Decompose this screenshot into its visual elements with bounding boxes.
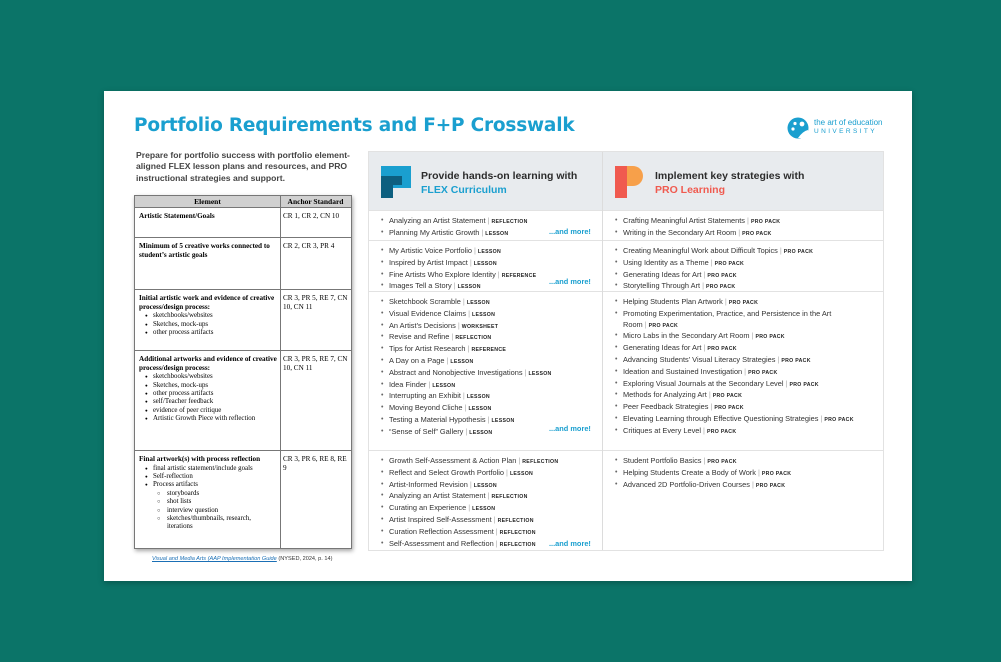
list-item[interactable]: • Revise and Refine | REFLECTION [381,332,596,344]
table-column-divider [280,196,281,549]
logo-line-1: the art of education [814,118,883,127]
crosswalk-grid [368,151,884,551]
flex-header-line-2: FLEX Curriculum [421,184,507,196]
list-item[interactable]: • Methods for Analyzing Art | PRO PACK [615,390,881,402]
standards-table [134,195,352,549]
list-item[interactable]: • Moving Beyond Cliche | LESSON [381,403,596,415]
row-element: Minimum of 5 creative works connected to student’s artistic goals [139,242,270,259]
sub-bullet-list [139,490,277,532]
row-standard: CR 3, PR 6, RE 8, RE 9 [283,455,347,472]
list-item[interactable]: • Sketchbook Scramble | LESSON [381,297,596,309]
list-item[interactable]: • Advancing Students’ Visual Literacy Strategies | PRO PACK [615,355,881,367]
list-item[interactable]: • Using Identity as a Theme | PRO PACK [615,258,881,270]
list-item: ● Self-reflection [139,473,277,481]
flex-more-link[interactable]: ...and more! [549,277,591,286]
list-item[interactable]: • “Sense of Self” Gallery | LESSON [381,427,596,439]
list-item[interactable]: • Analyzing an Artist Statement | REFLECTION [381,491,596,503]
crosswalk-row-creative-works [369,240,883,291]
flex-more-link[interactable]: ...and more! [549,539,591,548]
list-item[interactable]: • Artist-Informed Revision | LESSON [381,480,596,492]
aoeu-logo[interactable] [787,116,897,140]
list-item[interactable]: • My Artistic Voice Portfolio | LESSON [381,246,596,258]
list-item[interactable]: • Curation Reflection Assessment | REFLECTION [381,527,596,539]
list-item: ● other process artifacts [139,390,277,398]
list-item[interactable]: • Abstract and Nonobjective Investigations | LESSON [381,368,596,380]
list-item[interactable]: • Curating an Experience | LESSON [381,503,596,515]
list-item: ● sketchbooks/websites [139,373,277,381]
flex-resource-list [381,246,596,293]
row-element: Initial artistic work and evidence of creative process/design process: [139,294,275,311]
list-item[interactable]: • A Day on a Page | LESSON [381,356,596,368]
header-element: Element [194,197,221,206]
pro-header-line-2: PRO Learning [655,184,726,196]
list-item[interactable]: • Generating Ideas for Art | PRO PACK [615,270,881,282]
list-item[interactable]: • Idea Finder | LESSON [381,380,596,392]
column-divider [602,152,603,551]
list-item[interactable]: • An Artist’s Decisions | WORKSHEET [381,321,596,333]
list-item[interactable]: • Testing a Material Hypothesis | LESSON [381,415,596,427]
list-item: ● other process artifacts [139,329,277,337]
intro-text: Prepare for portfolio success with portfolio element-aligned FLEX lesson plans and resources, and PRO instructional strategies and support. [136,150,350,183]
pro-logo-icon [615,166,645,198]
list-item[interactable]: • Inspired by Artist Impact | LESSON [381,258,596,270]
table-row [135,451,351,549]
pro-resource-list [615,216,881,240]
list-item: ● Process artifacts [139,481,277,489]
list-item: ● Sketches, mock-ups [139,321,277,329]
caption-citation: (NYSED, 2024, p. 14) [276,556,333,562]
list-item[interactable]: • Helping Students Create a Body of Work | PRO PACK [615,468,881,480]
pro-resource-list [615,456,881,491]
header-anchor-standard: Anchor Standard [287,197,344,206]
list-item[interactable]: • Tips for Artist Research | REFERENCE [381,344,596,356]
row-standard: CR 3, PR 5, RE 7, CN 10, CN 11 [283,294,348,311]
row-standard: CR 1, CR 2, CN 10 [283,212,340,220]
list-item[interactable]: • Fine Artists Who Explore Identity | REFERENCE [381,270,596,282]
flex-more-link[interactable]: ...and more! [549,424,591,433]
crosswalk-row-artistic-statement [369,210,883,240]
list-item[interactable]: • Interrupting an Exhibit | LESSON [381,391,596,403]
row-element: Artistic Statement/Goals [139,212,215,220]
list-item[interactable]: • Helping Students Plan Artwork | PRO PACK [615,297,881,309]
list-item[interactable]: • Micro Labs in the Secondary Art Room | PRO PACK [615,331,881,343]
list-item[interactable]: • Reflect and Select Growth Portfolio | LESSON [381,468,596,480]
flex-header-line-1: Provide hands-on learning with [421,170,578,182]
pro-resource-list [615,297,881,438]
list-item: ● final artistic statement/include goals [139,465,277,473]
table-header [135,196,351,208]
list-item[interactable]: • Promoting Experimentation, Practice, and Persistence in the Art Room | PRO PACK [615,309,865,332]
table-row [135,238,351,290]
list-item[interactable]: • Writing in the Secondary Art Room | PRO PACK [615,228,881,240]
list-item[interactable]: • Visual Evidence Claims | LESSON [381,309,596,321]
list-item[interactable]: • Images Tell a Story | LESSON [381,281,596,293]
flex-logo-icon [381,166,411,198]
list-item[interactable]: • Growth Self-Assessment & Action Plan | REFLECTION [381,456,596,468]
list-item[interactable]: • Exploring Visual Journals at the Secondary Level | PRO PACK [615,379,881,391]
list-item: ● Sketches, mock-ups [139,382,277,390]
row-standard: CR 2, CR 3, PR 4 [283,242,335,250]
row-element: Additional artworks and evidence of creative process/design process: [139,355,277,372]
pro-header-line-1: Implement key strategies with [655,170,805,182]
list-item[interactable]: • Critiques at Every Level | PRO PACK [615,426,881,438]
list-item: ○ sketches/thumbnails, research, iterations [139,515,277,532]
list-item[interactable]: • Advanced 2D Portfolio-Driven Courses | PRO PACK [615,480,881,492]
list-item: ● evidence of peer critique [139,407,277,415]
list-item[interactable]: • Crafting Meaningful Artist Statements | PRO PACK [615,216,881,228]
list-item: ● sketchbooks/websites [139,312,277,320]
row-standard: CR 3, PR 5, RE 7, CN 10, CN 11 [283,355,348,372]
list-item[interactable]: • Artist Inspired Self-Assessment | REFLECTION [381,515,596,527]
list-item[interactable]: • Storytelling Through Art | PRO PACK [615,281,881,293]
list-item: ○ shot lists [139,498,277,506]
bullet-list [139,465,277,490]
logo-line-2: UNIVERSITY [814,128,878,135]
list-item[interactable]: • Creating Meaningful Work about Difficult Topics | PRO PACK [615,246,881,258]
list-item[interactable]: • Self-Assessment and Reflection | REFLECTION [381,539,596,551]
list-item[interactable]: • Ideation and Sustained Investigation | PRO PACK [615,367,881,379]
flex-more-link[interactable]: ...and more! [549,227,591,236]
bullet-list [139,373,277,423]
table-row [135,208,351,238]
list-item[interactable]: • Peer Feedback Strategies | PRO PACK [615,402,881,414]
list-item: ○ interview question [139,507,277,515]
list-item[interactable]: • Planning My Artistic Growth | LESSON [381,228,596,240]
flex-resource-list [381,456,596,550]
list-item[interactable]: • Generating Ideas for Art | PRO PACK [615,343,881,355]
pro-resource-list [615,246,881,293]
table-row [135,351,351,451]
list-item[interactable]: • Elevating Learning through Effective Questioning Strategies | PRO PACK [615,414,881,426]
list-item: ● Artistic Growth Piece with reflection [139,415,277,423]
page-title: Portfolio Requirements and F+P Crosswalk [134,115,575,136]
crosswalk-row-process-evidence [369,291,883,450]
table-caption [152,556,332,562]
guide-link[interactable]: Visual and Media Arts (AAP Implementation Guide [152,556,277,562]
table-row [135,290,351,351]
list-item[interactable]: • Analyzing an Artist Statement | REFLECTION [381,216,596,228]
flex-resource-list [381,297,596,439]
row-element: Final artwork(s) with process reflection [139,455,261,463]
crosswalk-document [104,91,912,581]
palette-icon [787,117,809,139]
list-item: ● self/Teacher feedback [139,398,277,406]
list-item[interactable]: • Student Portfolio Basics | PRO PACK [615,456,881,468]
crosswalk-row-final-artwork [369,450,883,551]
bullet-list [139,312,277,337]
list-item: ○ storyboards [139,490,277,498]
